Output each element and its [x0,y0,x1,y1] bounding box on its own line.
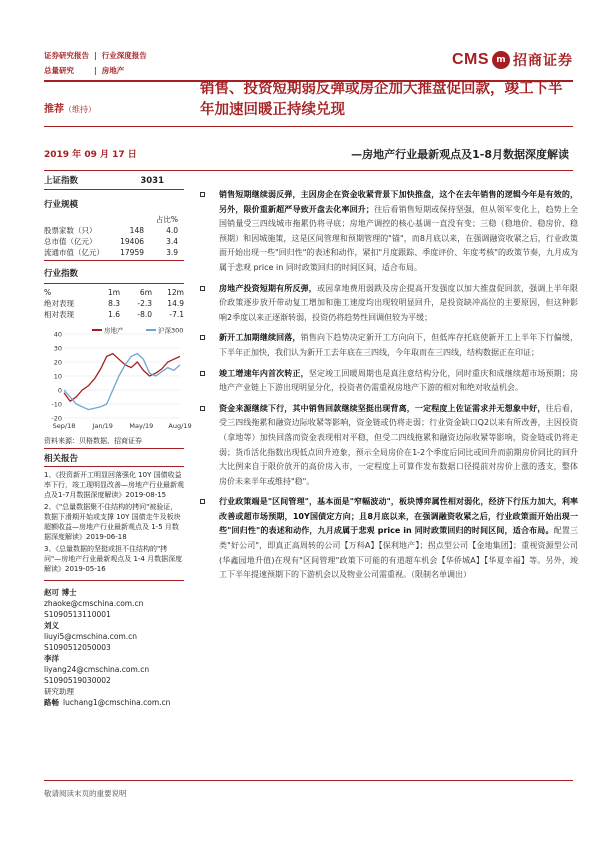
assistant-row [44,697,184,708]
author-license-id: S1090512050003 [44,643,111,652]
logo-chinese: 招商证券 [513,53,573,69]
author-license-id: S1090513110001 [44,610,111,619]
footer-rule [44,780,573,781]
scale-title: 行业规模 [44,200,79,210]
scale-value: 19406 [120,237,144,246]
divider [44,580,184,581]
sh-index-value: 3031 [140,176,164,186]
legend-label: 沪深300 [158,326,184,335]
footer-note: 敬请阅读末页的重要说明 [44,789,127,798]
scale-percent: 3.4 [166,237,178,246]
content-paragraph [196,331,578,360]
related-report-link[interactable]: 2、《"总量数据聚不住结构的拷问"被验证，数据下滑期开始或支撑 10Y 国债走牛及板块超额收益—房地产行业最新观点及 1-5 月数据深度解读》2019-06-18 [44,503,181,541]
report-category: 证券研究报告 [44,51,89,60]
perf-6m: -8.0 [137,310,152,319]
author-name: 李洋 [44,654,59,663]
report-date: 2019 年 09 月 17 日 [44,150,137,160]
index-chart-svg [44,322,192,434]
scale-row [44,236,184,247]
y-tick-label: 0 [57,386,62,395]
scale-head-label: 占比% [155,215,178,224]
bullet-icon [200,406,205,411]
perf-1m: 8.3 [108,299,120,308]
subtitle-rule [44,170,573,171]
paragraph-text: 往后看，受三四线拖累和融资边际收紧等影响，资金链或仍将走弱；行业资金缺口Q2以来有所改善，主因投资（拿地等）加快回落而资金表现相对平稳，但受二四线拖累和融资边际收紧等影响，资金链或仍将走弱；货币活化指数出现低点回升迹象，预示全局房价在1-2个季度后同比或回升而前期房价同比的回升大比例来自于限价放开的高价房入市，一定程度上可算作发布数据口径提前对房价上涨的透支，整体房价未来半年或维持"稳"。 [219,403,579,486]
x-tick-label: Aug/19 [168,422,192,430]
paragraph-lead: 房地产投资短期有所反弹， [219,283,317,293]
perf-row [44,298,184,309]
x-tick-label: Jan/19 [92,422,113,430]
divider [44,283,184,284]
assistant-label: 研究助理 [44,687,74,696]
y-tick-label: -20 [51,414,62,423]
content-paragraph [196,282,578,326]
scale-percent: 4.0 [166,226,178,235]
scale-table [44,225,184,258]
scale-key: 股票家数（只） [44,226,97,235]
related-title: 相关报告 [44,454,79,464]
related-report-link[interactable]: 3、《总量数据的坚挺或担不住结构的"拷问"—房地产行业最新观点及 1-4 月数据深度解读》2019-05-16 [44,545,183,573]
rating [44,100,96,115]
perf-head-12m: 12m [167,288,184,297]
content-paragraph [196,188,578,276]
rating-value: 推荐 [44,104,64,115]
bullet-icon [200,286,205,291]
perf-table [44,298,184,320]
content-paragraph [196,402,578,490]
perf-key: 相对表现 [44,310,74,319]
report-subtitle: —房地产行业最新观点及1-8月数据深度解读 [351,148,569,161]
perf-key: 绝对表现 [44,299,74,308]
report-subcategory: 行业深度报告 [101,51,147,60]
author-name: 赵可 博士 [44,588,77,597]
scale-row [44,247,184,258]
x-tick-label: May/19 [129,422,154,430]
main-content [196,188,578,589]
paragraph-text: 或因拿地费用弱跌及房企提高开发强度以加大推盘促回款，强调上半年限价政策逐步放开带动复工增加和施工速度均出现较明显回升，是投资缺冲高位的主要原因，但这种影响2季度以来正逐渐转弱，投资仍将趋势性回调但较为平缓； [219,283,578,322]
perf-head-6m: 6m [139,288,152,297]
content-paragraph [196,495,578,583]
y-tick-label: 10 [53,372,62,381]
logo-text: CMS [451,51,489,68]
perf-12m: 14.9 [167,299,184,308]
author-email[interactable]: liuyi5@cmschina.com.cn [44,632,138,641]
report-type-header: 证券研究报告 | 行业深度报告 总量研究 | 房地产 [44,48,147,78]
legend-label: 房地产 [104,326,124,335]
scale-percent: 3.9 [166,248,178,257]
divider [44,448,184,449]
x-tick-label: Sep/18 [52,422,76,430]
scale-key: 总市值（亿元） [44,237,97,246]
title-rule [44,126,573,127]
divider [44,189,184,190]
paragraph-text: 销售向下趋势决定新开工方向向下，但低库存托底使新开工上半年下行偏缓，下半年正加快，我们认为新开工去年底在三四线，今年取而在三四线，结构数据正在印证； [219,333,579,357]
author-name: 刘义 [44,621,59,630]
perf-6m: -2.3 [137,299,152,308]
perf-head [44,287,184,298]
y-tick-label: 40 [53,330,62,339]
assistant-name: 路畅 [44,698,59,707]
content-paragraph [196,367,578,396]
perf-head-unit: % [44,288,52,297]
related-report-link[interactable]: 1、《投资新开工明显回落强化 10Y 国债收益率下行，竣工现明显改善—房地产行业最新观点及1-7月数据深度解读》2019-08-15 [44,471,184,499]
perf-1m: 1.6 [108,310,120,319]
paragraph-lead: 新开工加期继续回落， [219,333,301,343]
paragraph-lead: 行业政策端是"区间管理"，基本面是"窄幅波动"，板块博弈属性相对弱化，经济下行压力加大，利率改善或超市场预期，10Y国债定方向；且8月底以来，在强调融资收紧之后，行业政策面开始出现一些"回归性"的表述和动作，九月成属于悲观 price in 同时政策回归的时间区间，适合布局。 [219,497,578,536]
perf-12m: -7.1 [169,310,184,319]
sh-index-row [44,176,184,187]
bullet-icon [200,335,205,340]
paragraph-text: 坚定竣工回暖周期也是真注意结构分化，同时重庆和成继续超市场预期；房地产产业链上下游出现明显分化，投资者仍需重视房地产下游的相对和绝对收益机会。 [219,368,579,393]
scale-value: 148 [129,226,144,235]
paragraph-lead: 销售短期继续弱反弹，主因房企在资金收紧背景下加快推盘，这个在去年销售的逻辑今年是有效的，另外，限价重新超严导致开盘去化率回升； [219,190,578,214]
rating-note: （维持） [64,105,96,114]
industry-name: 房地产 [101,66,125,75]
divider [44,466,184,467]
perf-row [44,309,184,320]
author-email[interactable]: liyang24@cmschina.com.cn [44,665,150,674]
author-license-id: S1090519030002 [44,676,111,685]
related-list [44,470,184,574]
sidebar [44,176,192,708]
y-tick-label: -10 [51,400,62,409]
scale-head [44,214,184,225]
assistant-email[interactable]: luchang1@cmschina.com.cn [63,698,171,707]
bullet-icon [200,192,205,197]
authors-list [44,587,184,708]
bullet-icon [200,371,205,376]
series-line-0 [64,354,180,402]
scale-key: 流通市值（亿元） [44,248,104,257]
scale-row [44,225,184,236]
paragraph-text: 配置三类"好公司"，即真正高周转的公司【万科A】【保利地产】；拐点型公司【金地集团】；重视资源型公司(华鑫园地升值)在现有"区间管理"政策下可能的有道超车机会【华侨城A】【华夏幸福】等。另外，竣工下半年提速预期下的下游机会以及物业公司需重视。（限制名单调出） [219,526,579,580]
logo-badge-icon: m [492,51,510,69]
perf-head-1m: 1m [107,288,120,297]
y-tick-label: 30 [53,344,62,353]
research-type: 总量研究 [44,66,74,75]
author-email[interactable]: zhaoke@cmschina.com.cn [44,599,144,608]
cms-logo [452,50,573,70]
paragraph-text: 往后看销售短期或保持坚强，但从领军变化上，趋势上全国销量受三四线城市拖累仍将寻底；房地产调控的核心基调一直没有变；三稳（稳地价、稳房价、稳预期）和因城施策，这是区间管理和预期管理的"锚"，而8月底以来，在强调融资收紧之后，行业政策面开始出现一些"回归性"的表述和动作，紧扣"月度跟踪、季度评价、年度考核"的政策节奏，九月成为属于悲观 price in 同时政策回归的时间区间，适合布局。 [219,204,579,272]
report-title: 销售、投资短期弱反弹或房企加大推盘促回款，竣工下半年加速回暖正持续兑现 [200,80,563,118]
paragraph-lead: 资金来源继续下行，其中销售回款继续坚挺出现背离，一定程度上佐证需求并无想象中好， [219,403,546,413]
y-tick-label: 20 [53,358,62,367]
bullet-icon [200,499,205,504]
scale-value: 17959 [120,248,144,257]
divider [44,260,184,261]
chart-source: 资料来源：贝格数据、招商证券 [44,437,142,445]
index-title: 行业指数 [44,269,79,279]
paragraph-lead: 竣工增速年内首次转正， [219,368,309,378]
sh-index-label: 上证指数 [44,176,79,186]
index-chart [44,322,192,434]
